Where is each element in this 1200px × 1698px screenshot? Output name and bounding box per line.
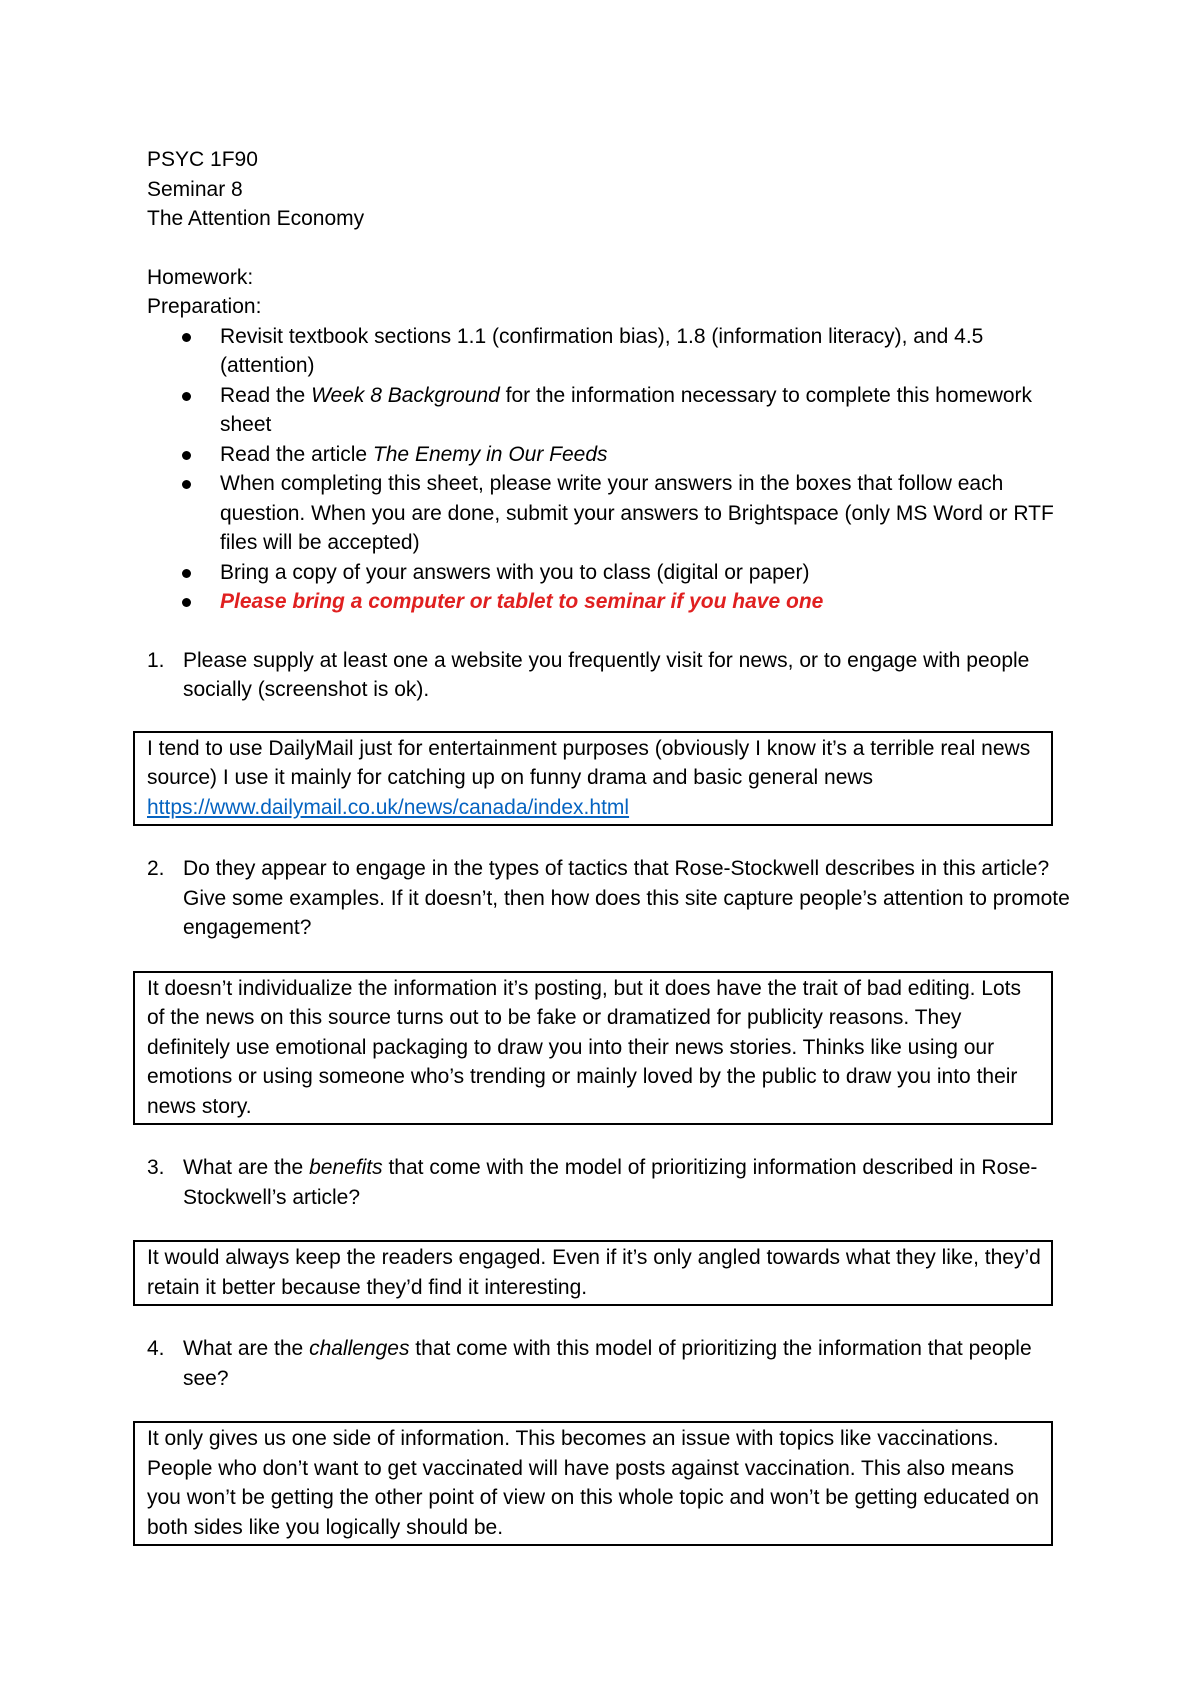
preparation-list bbox=[147, 322, 1080, 617]
bullet-icon bbox=[182, 598, 191, 607]
preparation-label: Preparation: bbox=[147, 295, 262, 318]
answer-text: It doesn’t individualize the information it’s posting, but it does have the trait of bad editing. Lots of the news on this source turns out to be fake or dramatized for publicity reasons. They definitely use emotional packaging to draw you into their news stories. Thinks like using our emotions or using someone who’s trending or mainly loved by the public to draw you into their news story. bbox=[147, 976, 1021, 1118]
course-code: PSYC 1F90 bbox=[147, 148, 258, 171]
question-number: 2. bbox=[147, 857, 165, 880]
document-title: The Attention Economy bbox=[147, 207, 365, 230]
question-4: 4. What are the challenges that come with this model of prioritizing the information that people see? bbox=[147, 1334, 1080, 1393]
list-item: Bring a copy of your answers with you to class (digital or paper) bbox=[220, 558, 1080, 588]
question-1 bbox=[147, 646, 1060, 705]
question-3: 3. What are the benefits that come with the model of prioritizing information described in Rose-Stockwell’s article? bbox=[147, 1153, 1080, 1212]
question-text: Please supply at least one a website you frequently visit for news, or to engage with people socially (screenshot is ok). bbox=[183, 648, 1030, 701]
answer-box-1[interactable] bbox=[133, 731, 1053, 827]
list-item-highlighted: Please bring a computer or tablet to seminar if you have one bbox=[220, 587, 1080, 617]
bullet-icon bbox=[182, 392, 191, 401]
seminar-number: Seminar 8 bbox=[147, 177, 243, 201]
question-number: 3. bbox=[147, 1156, 165, 1179]
bullet-icon bbox=[182, 451, 191, 460]
list-item: Revisit textbook sections 1.1 (confirmation bias), 1.8 (information literacy), and 4.5 (attention) bbox=[220, 322, 1068, 381]
answer-text: It only gives us one side of information. This becomes an issue with topics like vaccinations. People who don’t want to get vaccinated will have posts against vaccination. This also means you won’t be getting the other point of view on this whole topic and won’t be getting educated on both sides like you logically should be. bbox=[147, 1427, 1039, 1539]
list-item: Read the article The Enemy in Our Feeds bbox=[220, 440, 1080, 470]
answer-box-2[interactable] bbox=[133, 971, 1053, 1126]
list-item: When completing this sheet, please write your answers in the boxes that follow each question. When you are done, submit your answers to Brightspace (only MS Word or RTF files will be accepted) bbox=[220, 469, 1080, 558]
answer-box-3[interactable] bbox=[133, 1240, 1053, 1306]
bullet-icon bbox=[182, 333, 191, 342]
question-2 bbox=[147, 854, 1070, 943]
bullet-icon bbox=[182, 480, 191, 489]
answer-text: I tend to use DailyMail just for entertainment purposes (obviously I know it’s a terrible real news source) I use it mainly for catching up on funny drama and basic general news bbox=[147, 736, 1031, 789]
answer-box-4[interactable] bbox=[133, 1421, 1053, 1546]
question-text: Do they appear to engage in the types of tactics that Rose-Stockwell describes in this article? Give some examples. If it doesn’t, then how does this site capture people’s attention to promote engagement? bbox=[183, 857, 1070, 939]
question-number: 4. bbox=[147, 1337, 165, 1360]
list-item: Read the Week 8 Background for the information necessary to complete this homework sheet bbox=[220, 381, 1040, 440]
website-link[interactable]: https://www.dailymail.co.uk/news/canada/index.html bbox=[147, 795, 630, 819]
answer-text: It would always keep the readers engaged. Even if it’s only angled towards what they like, they’d retain it better because they’d find it interesting. bbox=[147, 1246, 1041, 1299]
homework-label: Homework: bbox=[147, 265, 254, 289]
bullet-icon bbox=[182, 569, 191, 578]
question-number: 1. bbox=[147, 648, 165, 672]
